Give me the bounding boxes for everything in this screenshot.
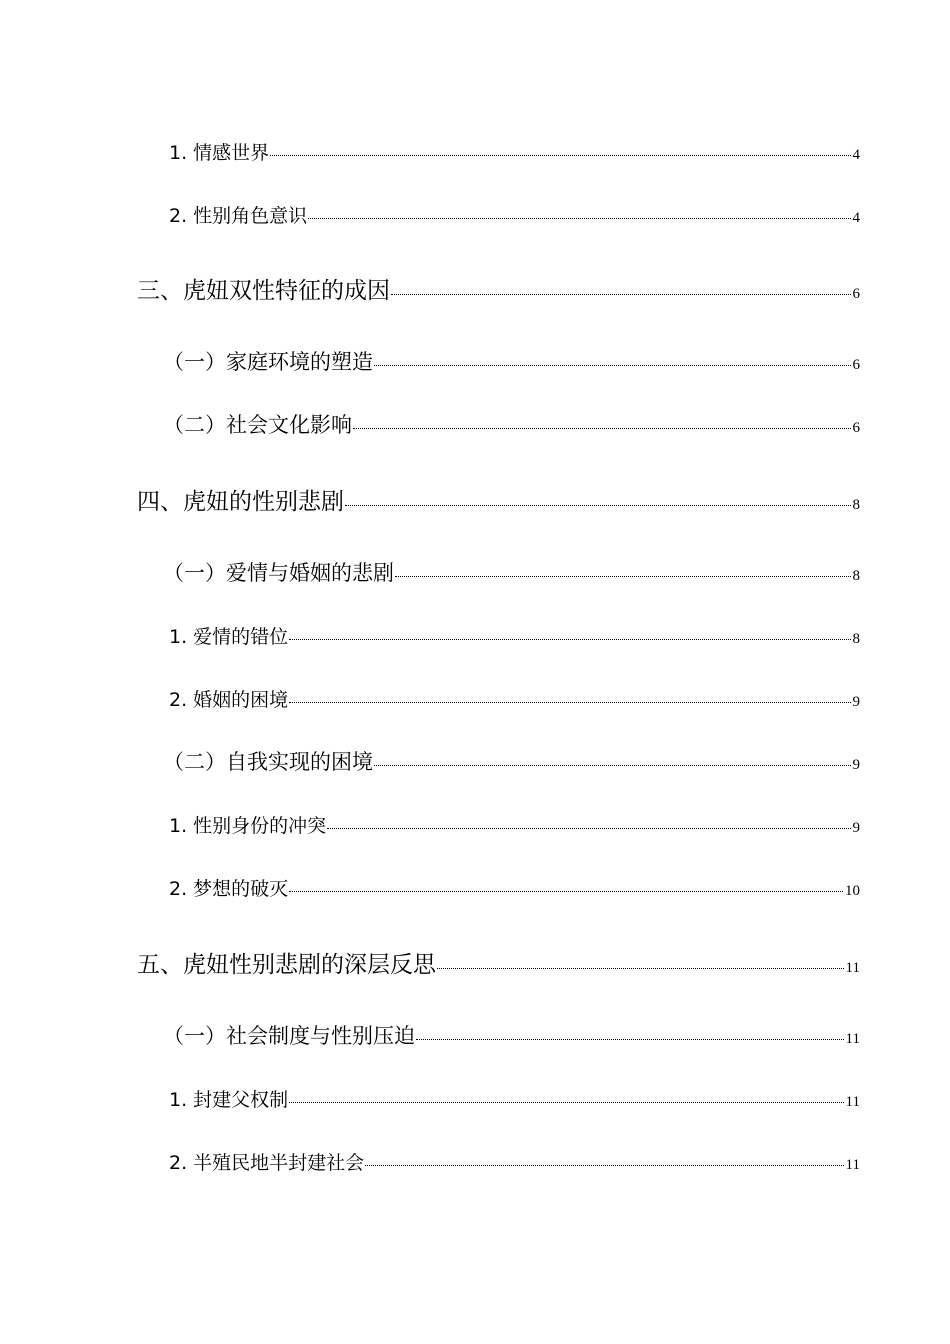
toc-entry-title: 五、虎妞性别悲剧的深层反思 — [137, 952, 436, 978]
toc-page-number: 8 — [852, 568, 860, 584]
toc-page-number: 9 — [852, 757, 860, 773]
dot-leader — [327, 828, 850, 829]
toc-page-number: 8 — [852, 497, 860, 513]
toc-entry-feudal-patriarchy[interactable] — [169, 1085, 860, 1112]
toc-entry-title: 1. 情感世界 — [169, 142, 270, 164]
dot-leader — [289, 1102, 843, 1103]
toc-entry-title: 1. 性别身份的冲突 — [169, 815, 327, 837]
toc-entry-title: （二）社会文化影响 — [163, 413, 352, 437]
toc-page-number: 11 — [845, 1031, 860, 1047]
toc-page-number: 6 — [852, 286, 860, 302]
dot-leader — [308, 218, 850, 219]
toc-entry-chapter-3[interactable] — [137, 272, 860, 305]
toc-entry-social-system-oppression[interactable] — [163, 1020, 860, 1050]
toc-entry-title: （一）爱情与婚姻的悲剧 — [163, 561, 394, 585]
dot-leader — [416, 1039, 844, 1040]
toc-entry-title: 四、虎妞的性别悲剧 — [137, 489, 344, 515]
toc-page-number: 10 — [845, 883, 860, 899]
dot-leader — [289, 891, 843, 892]
toc-entry-chapter-5[interactable] — [137, 946, 860, 979]
toc-entry-chapter-4[interactable] — [137, 483, 860, 516]
dot-leader — [289, 702, 850, 703]
toc-page-number: 11 — [845, 1157, 860, 1173]
toc-entry-semi-colonial-society[interactable] — [169, 1148, 860, 1175]
toc-entry-title: （一）社会制度与性别压迫 — [163, 1024, 415, 1048]
toc-page-number: 9 — [852, 694, 860, 710]
toc-entry-title: 2. 性别角色意识 — [169, 205, 308, 227]
toc-entry-social-culture[interactable] — [163, 409, 860, 439]
toc-page-number: 4 — [852, 147, 860, 163]
dot-leader — [374, 365, 851, 366]
dot-leader — [365, 1165, 843, 1166]
toc-entry-marriage-dilemma[interactable] — [169, 685, 860, 712]
toc-entry-family-environment[interactable] — [163, 346, 860, 376]
toc-entry-gender-identity-conflict[interactable] — [169, 811, 860, 838]
toc-page-number: 8 — [852, 631, 860, 647]
toc-entry-dream-shattered[interactable] — [169, 874, 860, 901]
toc-page-number: 9 — [852, 820, 860, 836]
toc-page-number: 6 — [852, 357, 860, 373]
toc-page-number: 11 — [845, 1094, 860, 1110]
toc-page-number: 4 — [852, 210, 860, 226]
toc-page-number: 6 — [852, 420, 860, 436]
dot-leader — [270, 155, 850, 156]
toc-entry-title: 三、虎妞双性特征的成因 — [137, 278, 390, 304]
dot-leader — [437, 968, 844, 969]
toc-entry-title: （一）家庭环境的塑造 — [163, 350, 373, 374]
dot-leader — [391, 294, 851, 295]
toc-entry-gender-role-awareness[interactable] — [169, 201, 860, 228]
toc-entry-title: 2. 梦想的破灭 — [169, 878, 289, 900]
dot-leader — [353, 428, 851, 429]
toc-entry-love-dislocation[interactable] — [169, 622, 860, 649]
dot-leader — [345, 505, 851, 506]
toc-entry-emotional-world[interactable] — [169, 138, 860, 165]
toc-page-number: 11 — [845, 960, 860, 976]
toc-entry-self-realization[interactable] — [163, 746, 860, 776]
dot-leader — [374, 765, 851, 766]
dot-leader — [289, 639, 850, 640]
toc-entry-love-marriage-tragedy[interactable] — [163, 557, 860, 587]
toc-entry-title: 1. 封建父权制 — [169, 1089, 289, 1111]
toc-entry-title: 2. 婚姻的困境 — [169, 689, 289, 711]
dot-leader — [395, 576, 851, 577]
toc-entry-title: （二）自我实现的困境 — [163, 750, 373, 774]
toc-entry-title: 1. 爱情的错位 — [169, 626, 289, 648]
toc-entry-title: 2. 半殖民地半封建社会 — [169, 1152, 365, 1174]
